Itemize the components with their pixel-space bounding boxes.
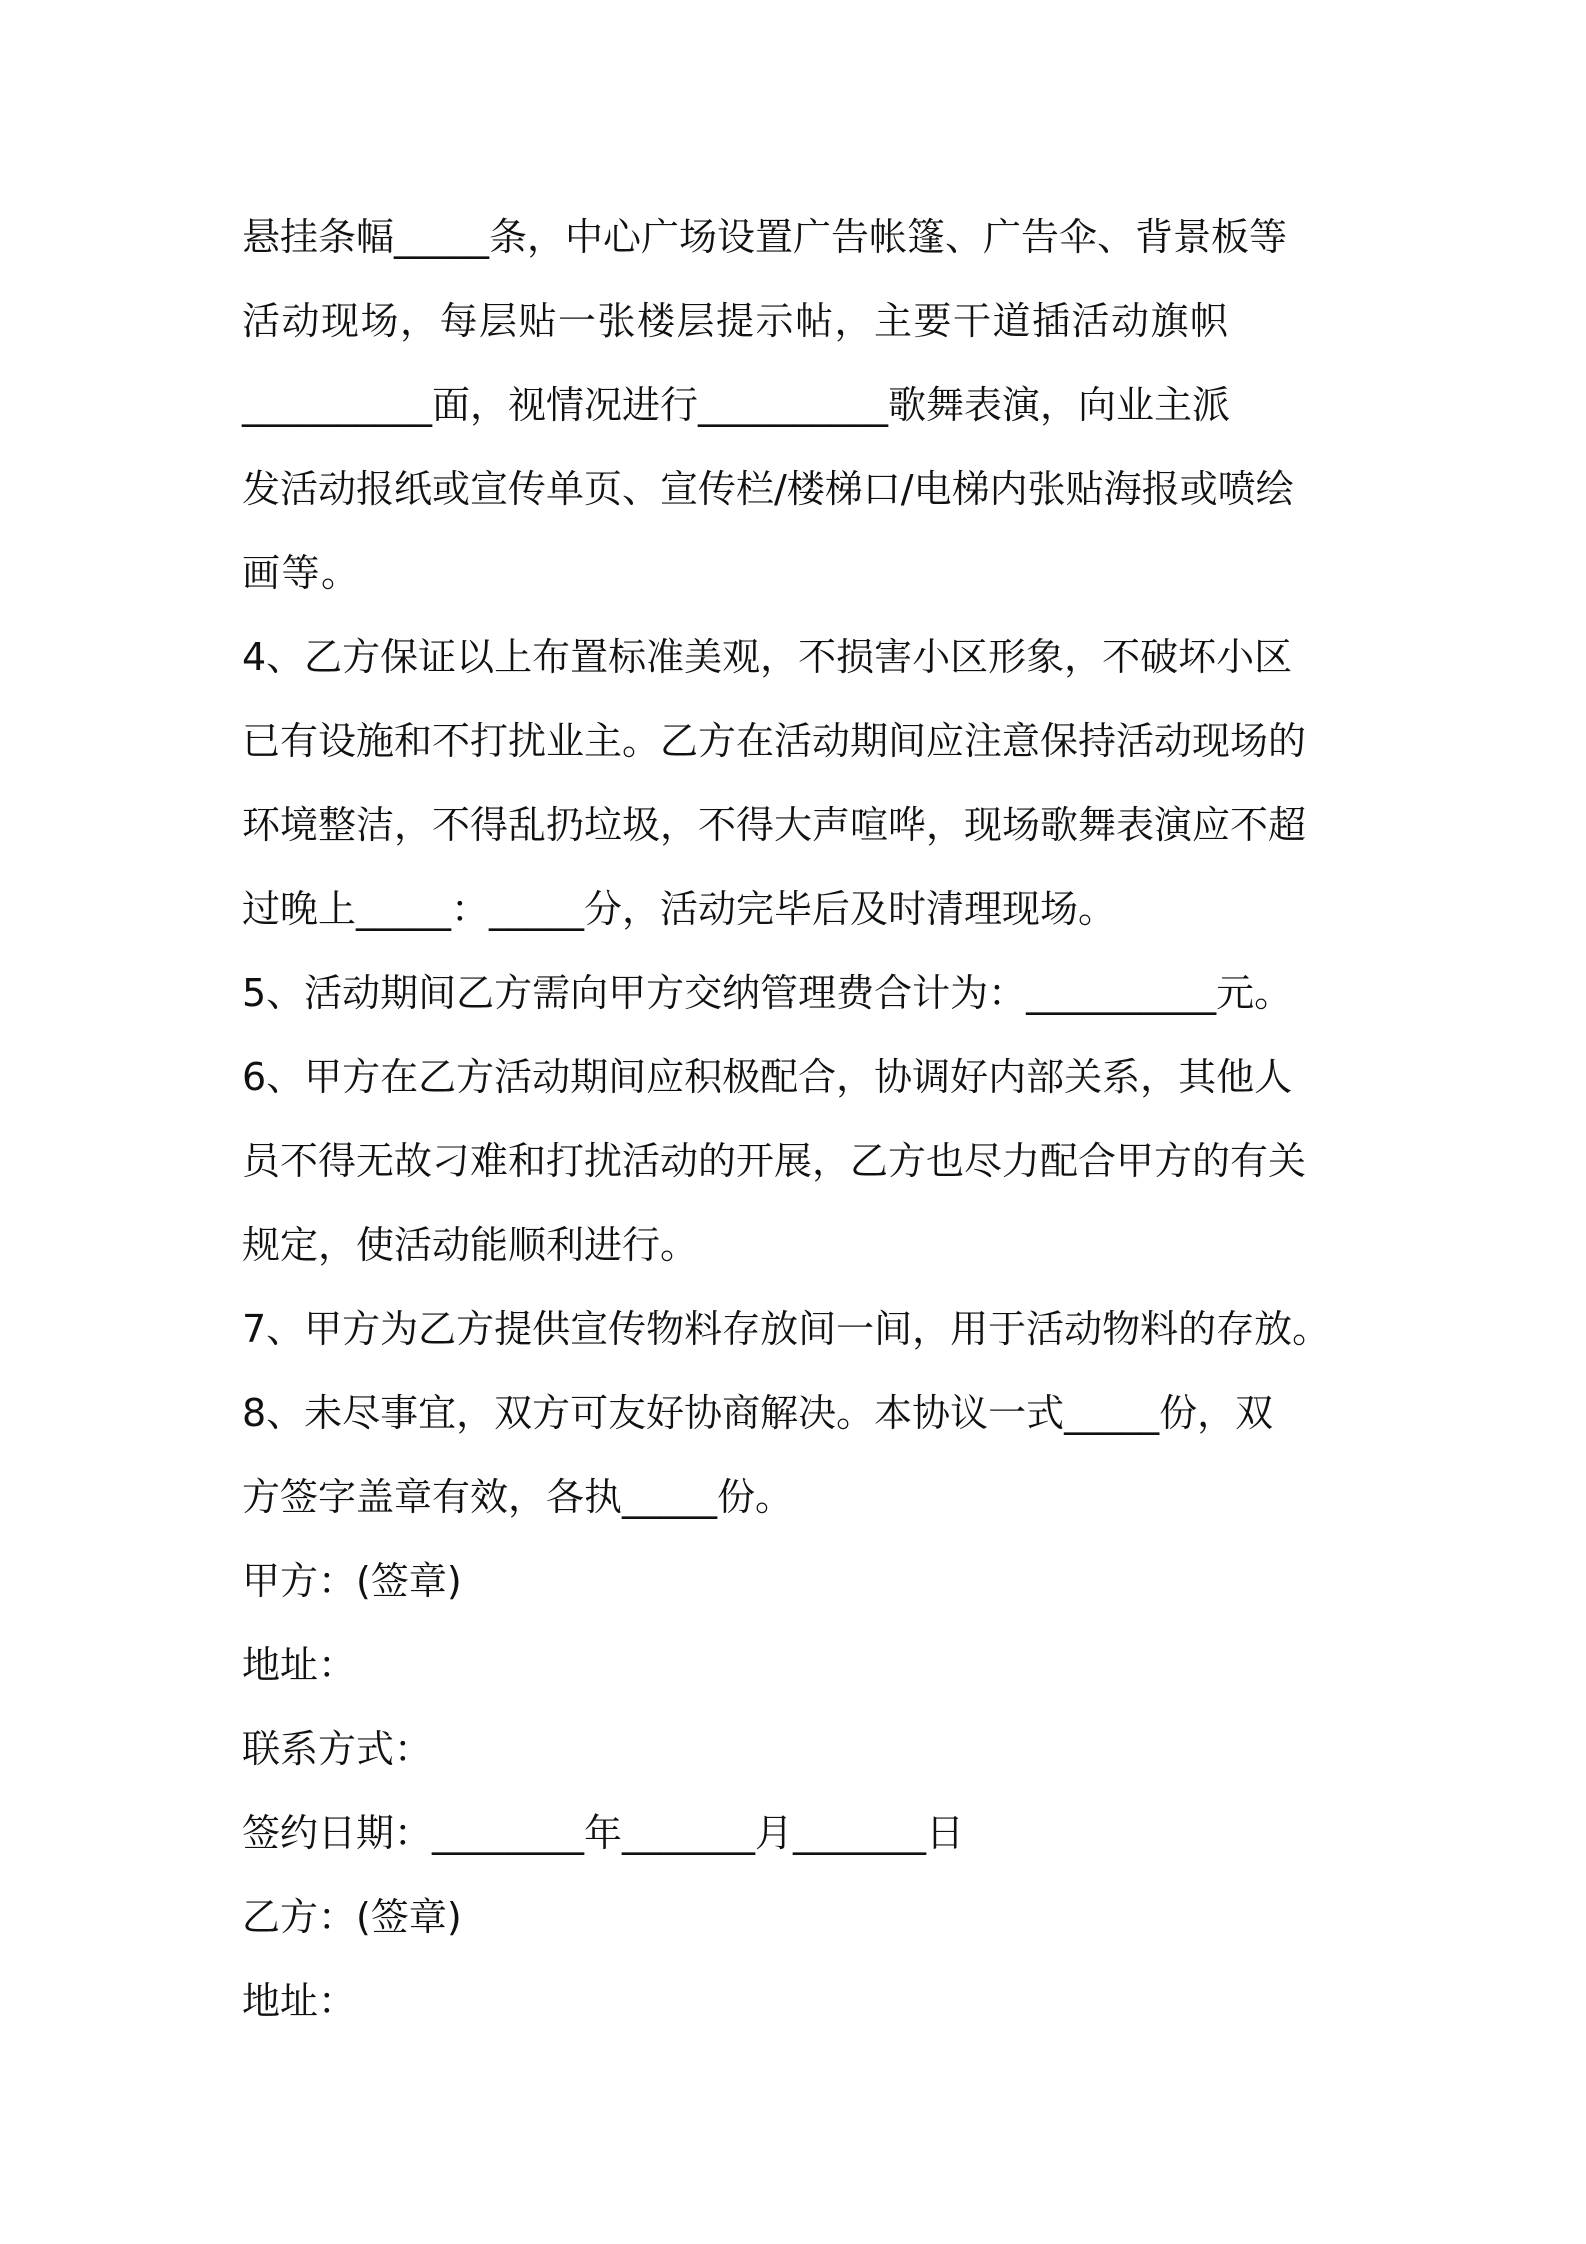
party-a-contact-label: 联系方式： [242, 1727, 433, 1771]
paragraph-3-line-1: 悬挂条幅_____条，中心广场设置广告帐篷、广告伞、背景板等 [242, 215, 1288, 259]
clause-4-line-3: 环境整洁，不得乱扔垃圾，不得大声喧哗，现场歌舞表演应不超 [242, 803, 1307, 847]
clause-8-line-2: 方签字盖章有效，各执_____份。 [242, 1475, 794, 1519]
party-a-signature-label: 甲方：(签章) [242, 1559, 462, 1603]
clause-6-line-1: 6、甲方在乙方活动期间应积极配合，协调好内部关系，其他人 [242, 1055, 1293, 1099]
document-body [242, 195, 1372, 2043]
clause-5-line-1: 5、活动期间乙方需向甲方交纳管理费合计为：__________元。 [242, 971, 1293, 1015]
clause-4-line-4: 过晚上_____：_____分，活动完毕后及时清理现场。 [242, 887, 1117, 931]
paragraph-3-line-5: 画等。 [242, 551, 361, 595]
clause-6-line-3: 规定，使活动能顺利进行。 [242, 1223, 699, 1267]
clause-7-line-1: 7、甲方为乙方提供宣传物料存放间一间，用于活动物料的存放。 [242, 1307, 1331, 1351]
paragraph-3-line-2: 活动现场，每层贴一张楼层提示帖，主要干道插活动旗帜 [242, 299, 1230, 343]
paragraph-3-line-4: 发活动报纸或宣传单页、宣传栏/楼梯口/电梯内张贴海报或喷绘 [242, 467, 1294, 511]
clause-4-line-1: 4、乙方保证以上布置标准美观，不损害小区形象，不破坏小区 [242, 635, 1293, 679]
clause-6-line-2: 员不得无故刁难和打扰活动的开展，乙方也尽力配合甲方的有关 [242, 1139, 1307, 1183]
paragraph-3-line-3: __________面，视情况进行__________歌舞表演，向业主派 [242, 383, 1231, 427]
party-b-address-label: 地址： [242, 1979, 357, 2023]
clause-8-line-1: 8、未尽事宜，双方可友好协商解决。本协议一式_____份，双 [242, 1391, 1274, 1435]
party-b-signature-label: 乙方：(签章) [242, 1895, 462, 1939]
clause-4-line-2: 已有设施和不打扰业主。乙方在活动期间应注意保持活动现场的 [242, 719, 1307, 763]
party-a-address-label: 地址： [242, 1643, 357, 1687]
signing-date-label: 签约日期：________年_______月_______日 [242, 1811, 965, 1855]
